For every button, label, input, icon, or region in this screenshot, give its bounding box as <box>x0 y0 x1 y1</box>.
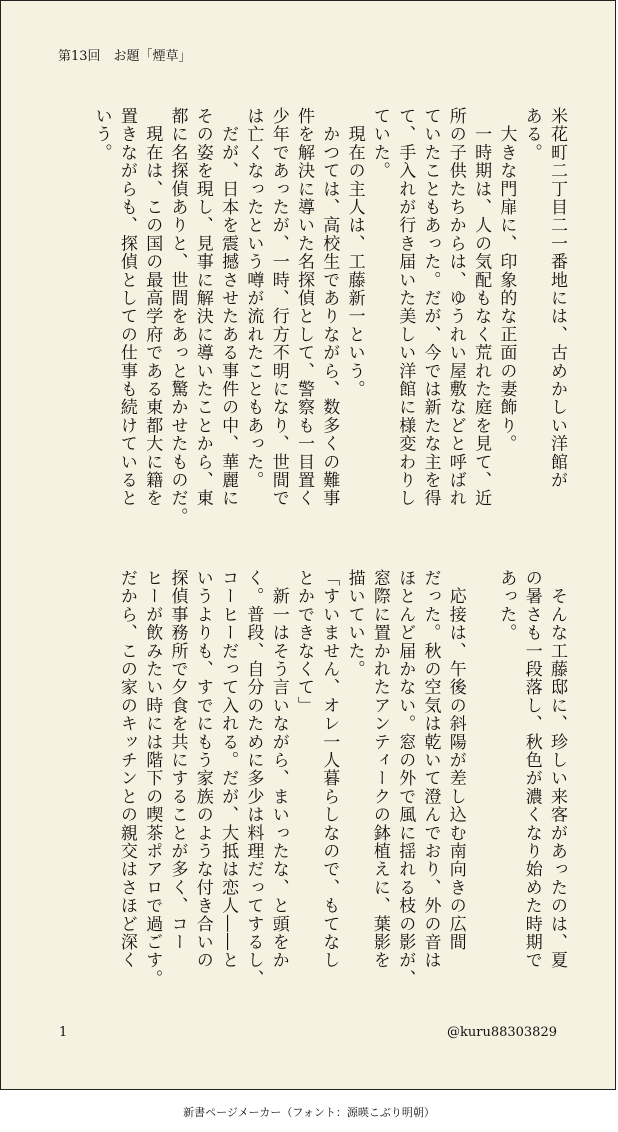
text-column: は亡くなったという噂が流れたこともあった。 <box>243 107 264 490</box>
text-column: 件を解決に導いた名探偵として、警察も一目置く <box>294 107 314 508</box>
text-column: だった。秋の空気は乾いて澄んでおり、外の音は <box>420 569 441 970</box>
text-column: 米花町二丁目二一番地には、古めかしい洋館が <box>547 107 567 490</box>
text-column: 現在の主人は、工藤新一という。 <box>344 107 365 399</box>
footer-credit: 新書ページメーカー（フォント：源暎こぶり明朝） <box>183 1106 435 1119</box>
text-column: だが、日本を震撼させたある事件の中、華麗に <box>218 107 239 508</box>
text-column: 現在は、この国の最高学府である東都大に籍を <box>142 107 163 508</box>
text-column: 都に名探偵ありと、世間をあっと驚かせたものだ。 <box>167 107 188 526</box>
author-handle: @kuru88303829 <box>446 1025 557 1040</box>
text-column: そんな工藤邸に、珍しい来客があったのは、夏 <box>547 569 567 970</box>
text-column: 置きながらも、探偵としての仕事も続けていると <box>116 107 137 508</box>
text-column: ある。 <box>521 107 542 162</box>
text-column: 応接は、午後の斜陽が差し込む南向きの広間 <box>445 569 466 952</box>
text-column: 探偵事務所で夕食を共にすることが多く、コー <box>167 569 188 952</box>
text-column: 窓際に置かれたアンティークの鉢植えに、葉影を <box>369 569 390 970</box>
text-column: ていた。 <box>369 107 390 180</box>
text-column: て、手入れが行き届いた美しい洋館に様変わりし <box>395 107 416 508</box>
text-column: ほとんど届かない。窓の外で風に揺れる枝の影が、 <box>395 569 416 988</box>
text-column: の暑さも一段落し、秋色が濃くなり始めた時期で <box>521 569 542 970</box>
page-header: 第13回 お題「煙草」 <box>58 49 192 64</box>
text-column: 描いていた。 <box>344 569 365 679</box>
text-column: いう。 <box>91 107 112 162</box>
text-column: その姿を現し、見事に解決に導いたことから、東 <box>192 107 213 508</box>
text-column: 大きな門扉に、印象的な正面の妻飾り。 <box>496 107 517 453</box>
text-column: 「すいません、オレ一人暮らしなので、もてなし <box>319 569 340 970</box>
text-column: く。普段、自分のために多少は料理だってするし、 <box>243 569 264 988</box>
text-column: あった。 <box>496 569 517 642</box>
text-column: コーヒーだって入れる。だが、大抵は恋人――と <box>218 569 239 970</box>
text-column: いうよりも、すでにもう家族のような付き合いの <box>192 569 213 970</box>
page-number: 1 <box>59 1025 68 1040</box>
text-column: とかできなくて」 <box>294 569 314 715</box>
text-column: 少年であったが、一時、行方不明になり、世間で <box>268 107 289 508</box>
text-column: 一時期は、人の気配もなく荒れた庭を見て、近 <box>471 107 492 508</box>
text-column: ヒーが飲みたい時には階下の喫茶ポアロで過ごす。 <box>142 569 163 988</box>
text-column: 所の子供たちからは、ゆうれい屋敷などと呼ばれ <box>445 107 466 508</box>
text-column: かつては、高校生でありながら、数多くの難事 <box>319 107 340 508</box>
text-column: 新一はそう言いながら、まいったな、と頭をか <box>268 569 289 970</box>
text-column: だから、この家のキッチンとの親交はさほど深く <box>116 569 137 970</box>
text-column: ていたこともあった。だが、今では新たな主を得 <box>420 107 441 508</box>
